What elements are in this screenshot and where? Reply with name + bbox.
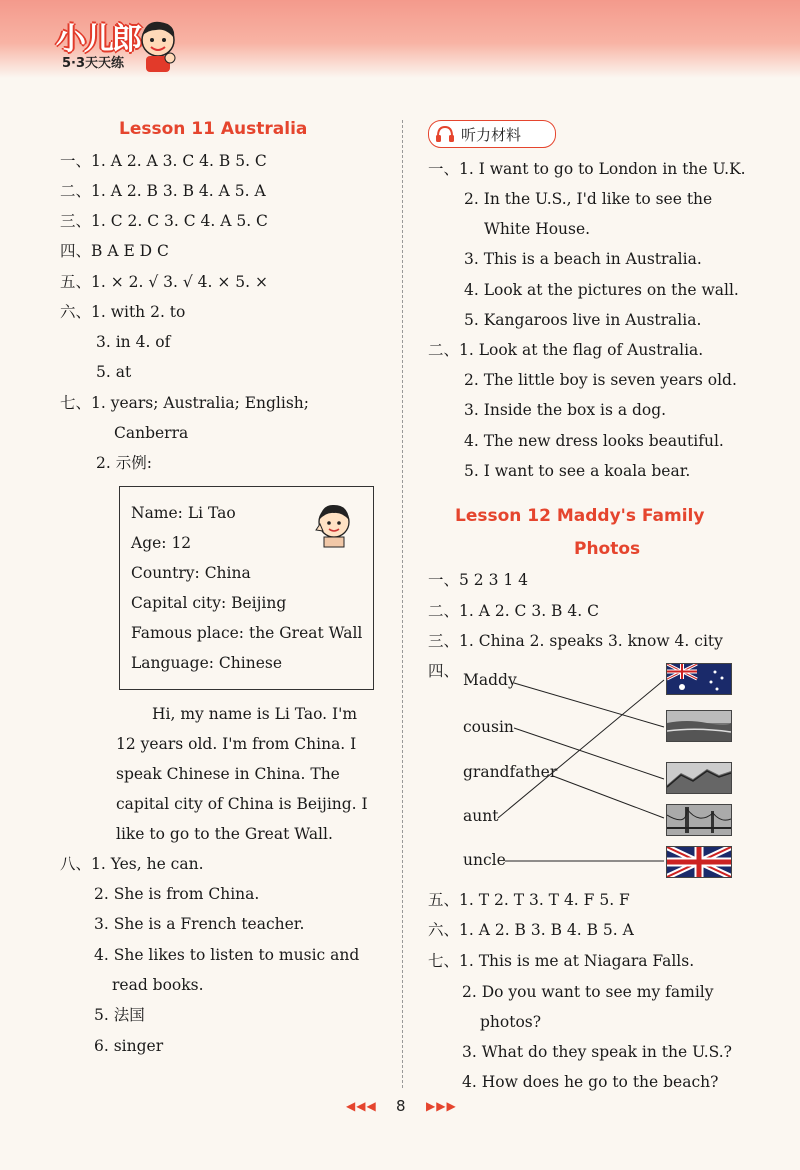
left-line: Canberra: [114, 424, 189, 442]
answer-line: 七、1. This is me at Niagara Falls.: [428, 952, 695, 970]
section8-line: 八、1. Yes, he can.: [60, 855, 204, 873]
info-row: Famous place: the Great Wall: [131, 624, 363, 642]
matching-prefix: 四、: [428, 662, 460, 680]
listening-line: 5. Kangaroos live in Australia.: [464, 311, 702, 329]
section8-line: 2. She is from China.: [94, 885, 260, 903]
left-line: 3. in 4. of: [96, 333, 171, 351]
section8-line: 4. She likes to listen to music and: [94, 946, 360, 964]
paragraph-line: capital city of China is Beijing. I: [116, 795, 368, 813]
left-line: 四、B A E D C: [60, 242, 169, 260]
info-row: Age: 12: [131, 534, 192, 552]
info-row: Capital city: Beijing: [131, 594, 287, 612]
listening-line: 4. The new dress looks beautiful.: [464, 432, 724, 450]
lesson-12-title-line2: Photos: [574, 539, 641, 559]
brand-logo: 小儿郎: [56, 22, 140, 57]
section8-line: read books.: [112, 976, 204, 994]
left-line: 五、1. × 2. √ 3. √ 4. × 5. ×: [60, 273, 269, 291]
lesson-11-title: Lesson 11 Australia: [119, 119, 308, 139]
left-line: 七、1. years; Australia; English;: [60, 394, 310, 412]
listening-line: 一、1. I want to go to London in the U.K.: [428, 160, 746, 178]
brand-subtitle: 5·3天天练: [62, 56, 125, 71]
match-line: [514, 683, 664, 727]
answer-line: 一、5 2 3 1 4: [428, 571, 529, 589]
paragraph-line: Hi, my name is Li Tao. I'm: [152, 705, 358, 723]
paragraph-line: 12 years old. I'm from China. I: [116, 735, 357, 753]
listening-line: White House.: [484, 220, 591, 238]
left-line: 5. at: [96, 363, 132, 381]
match-line: [498, 680, 664, 818]
listening-material-label: 听力材料: [461, 126, 522, 144]
listening-line: 4. Look at the pictures on the wall.: [464, 281, 739, 299]
paragraph-line: speak Chinese in China. The: [116, 765, 340, 783]
info-row: Language: Chinese: [131, 654, 282, 672]
page-number: 8: [396, 1097, 406, 1115]
answer-line: 六、1. A 2. B 3. B 4. B 5. A: [428, 921, 634, 939]
listening-line: 3. This is a beach in Australia.: [464, 250, 702, 268]
listening-line: 5. I want to see a koala bear.: [464, 462, 691, 480]
prev-arrows: ◀◀◀: [346, 1099, 377, 1113]
left-line: 二、1. A 2. B 3. B 4. A 5. A: [60, 182, 266, 200]
left-line: 一、1. A 2. A 3. C 4. B 5. C: [60, 152, 267, 170]
paragraph-line: like to go to the Great Wall.: [116, 825, 333, 843]
info-row: Name: Li Tao: [131, 504, 236, 522]
listening-line: 2. In the U.S., I'd like to see the: [464, 190, 713, 208]
answer-line: 三、1. China 2. speaks 3. know 4. city: [428, 632, 723, 650]
match-word: Maddy: [463, 671, 517, 689]
answer-line: 2. Do you want to see my family: [462, 983, 714, 1001]
listening-line: 3. Inside the box is a dog.: [464, 401, 667, 419]
answer-line: photos?: [480, 1013, 542, 1031]
answer-line: 五、1. T 2. T 3. T 4. F 5. F: [428, 891, 630, 909]
match-word: cousin: [463, 718, 514, 736]
match-word: aunt: [463, 807, 499, 825]
answer-line: 4. How does he go to the beach?: [462, 1073, 719, 1091]
left-line: 六、1. with 2. to: [60, 303, 186, 321]
left-line: 2. 示例:: [96, 454, 152, 472]
lesson-12-title: Lesson 12 Maddy's Family: [455, 506, 705, 526]
left-line: 三、1. C 2. C 3. C 4. A 5. C: [60, 212, 268, 230]
listening-line: 二、1. Look at the flag of Australia.: [428, 341, 704, 359]
next-arrows: ▶▶▶: [426, 1099, 457, 1113]
answer-line: 二、1. A 2. C 3. B 4. C: [428, 602, 599, 620]
listening-line: 2. The little boy is seven years old.: [464, 371, 737, 389]
answer-line: 3. What do they speak in the U.S.?: [462, 1043, 732, 1061]
section8-line: 5. 法国: [94, 1006, 145, 1024]
info-row: Country: China: [131, 564, 251, 582]
section8-line: 6. singer: [94, 1037, 164, 1055]
match-word: uncle: [463, 851, 506, 869]
match-line: [553, 776, 664, 818]
section8-line: 3. She is a French teacher.: [94, 915, 305, 933]
match-word: grandfather: [463, 763, 558, 781]
match-line: [514, 728, 664, 779]
